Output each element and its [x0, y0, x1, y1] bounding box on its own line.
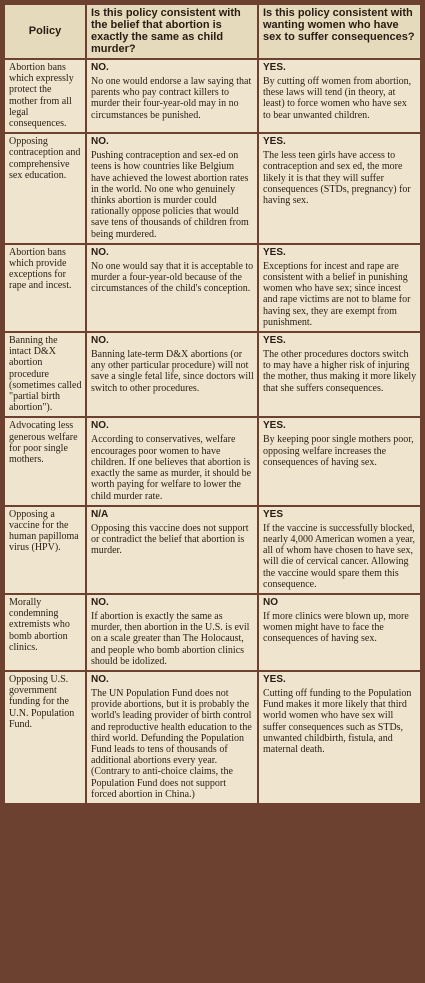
policy-cell: Opposing a vaccine for the human papilloma virus (HPV). — [5, 507, 85, 593]
murder-cell — [87, 333, 257, 416]
policy-cell: Opposing U.S. government funding for the U.N. Population Fund. — [5, 672, 85, 803]
murder-explanation: Banning late-term D&X abortions (or any other particular procedure) will not save a single fetal life, since doctors will switch to other procedures. — [91, 349, 254, 394]
murder-explanation: According to conservatives, welfare encourages poor women to have children. If one believes that abortion is exactly the same as murder, it should be worth paying for welfare to lower the child murder rate. — [91, 434, 252, 502]
consequences-verdict: YES. — [263, 673, 286, 685]
policy-cell: Morally condemning extremists who bomb abortion clinics. — [5, 595, 85, 670]
consequences-verdict: YES — [263, 508, 284, 520]
table-row — [5, 333, 420, 416]
murder-explanation: No one would endorse a law saying that parents who pay contract killers to murder their four-year-old may in no circumstances be punished. — [91, 76, 252, 121]
consequences-explanation: Exceptions for incest and rape are consistent with a belief in punishing women who have sex; since incest and rape victims are not to blame for having sex, they are exempt from punishment. — [263, 260, 411, 328]
murder-cell — [87, 507, 257, 593]
table-row — [5, 60, 420, 132]
consequences-explanation: The less teen girls have access to contraception and sex ed, the more likely it is that they will suffer consequences (STDs, pregnancy) for having sex. — [263, 150, 411, 207]
table-row — [5, 245, 420, 331]
table-row — [5, 134, 420, 243]
policy-cell: Abortion bans which expressly protect the mother from all legal consequences. — [5, 60, 85, 132]
consequences-cell — [259, 418, 420, 504]
murder-explanation: Pushing contraception and sex-ed on teens is how countries like Belgium have achieved the lowest abortion rates in the world. No one who genuinely thinks abortion is murder could rationally oppose policies that would save tens of thousands of children from being murdered. — [91, 150, 249, 240]
consequences-cell — [259, 60, 420, 132]
murder-cell — [87, 418, 257, 504]
murder-verdict: NO. — [91, 673, 109, 685]
murder-explanation: The UN Population Fund does not provide abortions, but it is probably the world's leading provider of birth control and reproductive health education to the third world. Defunding the Population Fund leads to tens of thousands of additional abortions every year. (Contrary to anti-choice claims, the Population Fund does not support forced abortion in China.) — [91, 687, 252, 800]
murder-cell — [87, 672, 257, 803]
murder-verdict: NO. — [91, 420, 109, 432]
murder-cell — [87, 245, 257, 331]
murder-cell — [87, 134, 257, 243]
murder-verdict: NO. — [91, 335, 109, 347]
consequences-explanation: By cutting off women from abortion, these laws will tend (in theory, at least) to force women who have sex to bear unwanted children. — [263, 76, 412, 121]
policy-cell: Abortion bans which provide exceptions for rape and incest. — [5, 245, 85, 331]
consequences-cell — [259, 672, 420, 803]
consequences-cell — [259, 595, 420, 670]
consequences-explanation: The other procedures doctors switch to may have a higher risk of injuring the mother, thus making it more likely that she suffers consequences. — [263, 349, 417, 394]
table-row — [5, 595, 420, 670]
murder-verdict: NO. — [91, 62, 109, 73]
murder-explanation: Opposing this vaccine does not support or contradict the belief that abortion is murder. — [91, 522, 249, 557]
murder-verdict: N/A — [91, 508, 109, 520]
murder-verdict: NO. — [91, 246, 109, 258]
policy-cell: Banning the intact D&X abortion procedure (sometimes called "partial birth abortion"). — [5, 333, 85, 416]
consequences-verdict: YES. — [263, 136, 286, 148]
consequences-cell — [259, 245, 420, 331]
consequences-verdict: YES. — [263, 420, 286, 432]
murder-verdict: NO. — [91, 136, 109, 148]
consequences-cell — [259, 507, 420, 593]
murder-explanation: If abortion is exactly the same as murder, then abortion in the U.S. is evil on a scale greater than The Holocaust, and people who bomb abortion clinics should be idolized. — [91, 610, 250, 667]
consequences-verdict: NO — [263, 596, 278, 608]
consequences-verdict: YES. — [263, 246, 286, 258]
table-row — [5, 507, 420, 593]
table-row — [5, 672, 420, 803]
consequences-explanation: If the vaccine is successfully blocked, nearly 4,000 American women a year, all of whom have chosen to have sex, will die of cervical cancer. Allowing the vaccine would spare them this consequence. — [263, 522, 416, 590]
consequences-explanation: If more clinics were blown up, more women might have to face the consequences of having sex. — [263, 610, 409, 645]
consequences-explanation: By keeping poor single mothers poor, opposing welfare increases the consequences of having sex. — [263, 434, 414, 468]
header-policy: Policy — [5, 5, 85, 58]
murder-explanation: No one would say that it is acceptable to murder a four-year-old because of the circumstances of the child's conception. — [91, 260, 254, 295]
header-murder-question: Is this policy consistent with the belief that abortion is exactly the same as child murder? — [87, 5, 257, 58]
policy-cell: Advocating less generous welfare for poor single mothers. — [5, 418, 85, 504]
policy-cell: Opposing contraception and comprehensive sex education. — [5, 134, 85, 243]
murder-verdict: NO. — [91, 596, 109, 608]
consequences-verdict: YES. — [263, 62, 286, 73]
consequences-cell — [259, 333, 420, 416]
murder-cell — [87, 60, 257, 132]
table-row — [5, 418, 420, 504]
consequences-verdict: YES. — [263, 335, 286, 347]
header-consequences-question: Is this policy consistent with wanting women who have sex to suffer consequences? — [259, 5, 420, 58]
consequences-explanation: Cutting off funding to the Population Fund makes it more likely that third world women who have sex will suffer consequences such as STDs, unwanted childbirth, fistula, and maternal death. — [263, 687, 412, 755]
murder-cell — [87, 595, 257, 670]
header-row — [5, 5, 420, 58]
consequences-cell — [259, 134, 420, 243]
policy-comparison-table — [3, 3, 422, 805]
